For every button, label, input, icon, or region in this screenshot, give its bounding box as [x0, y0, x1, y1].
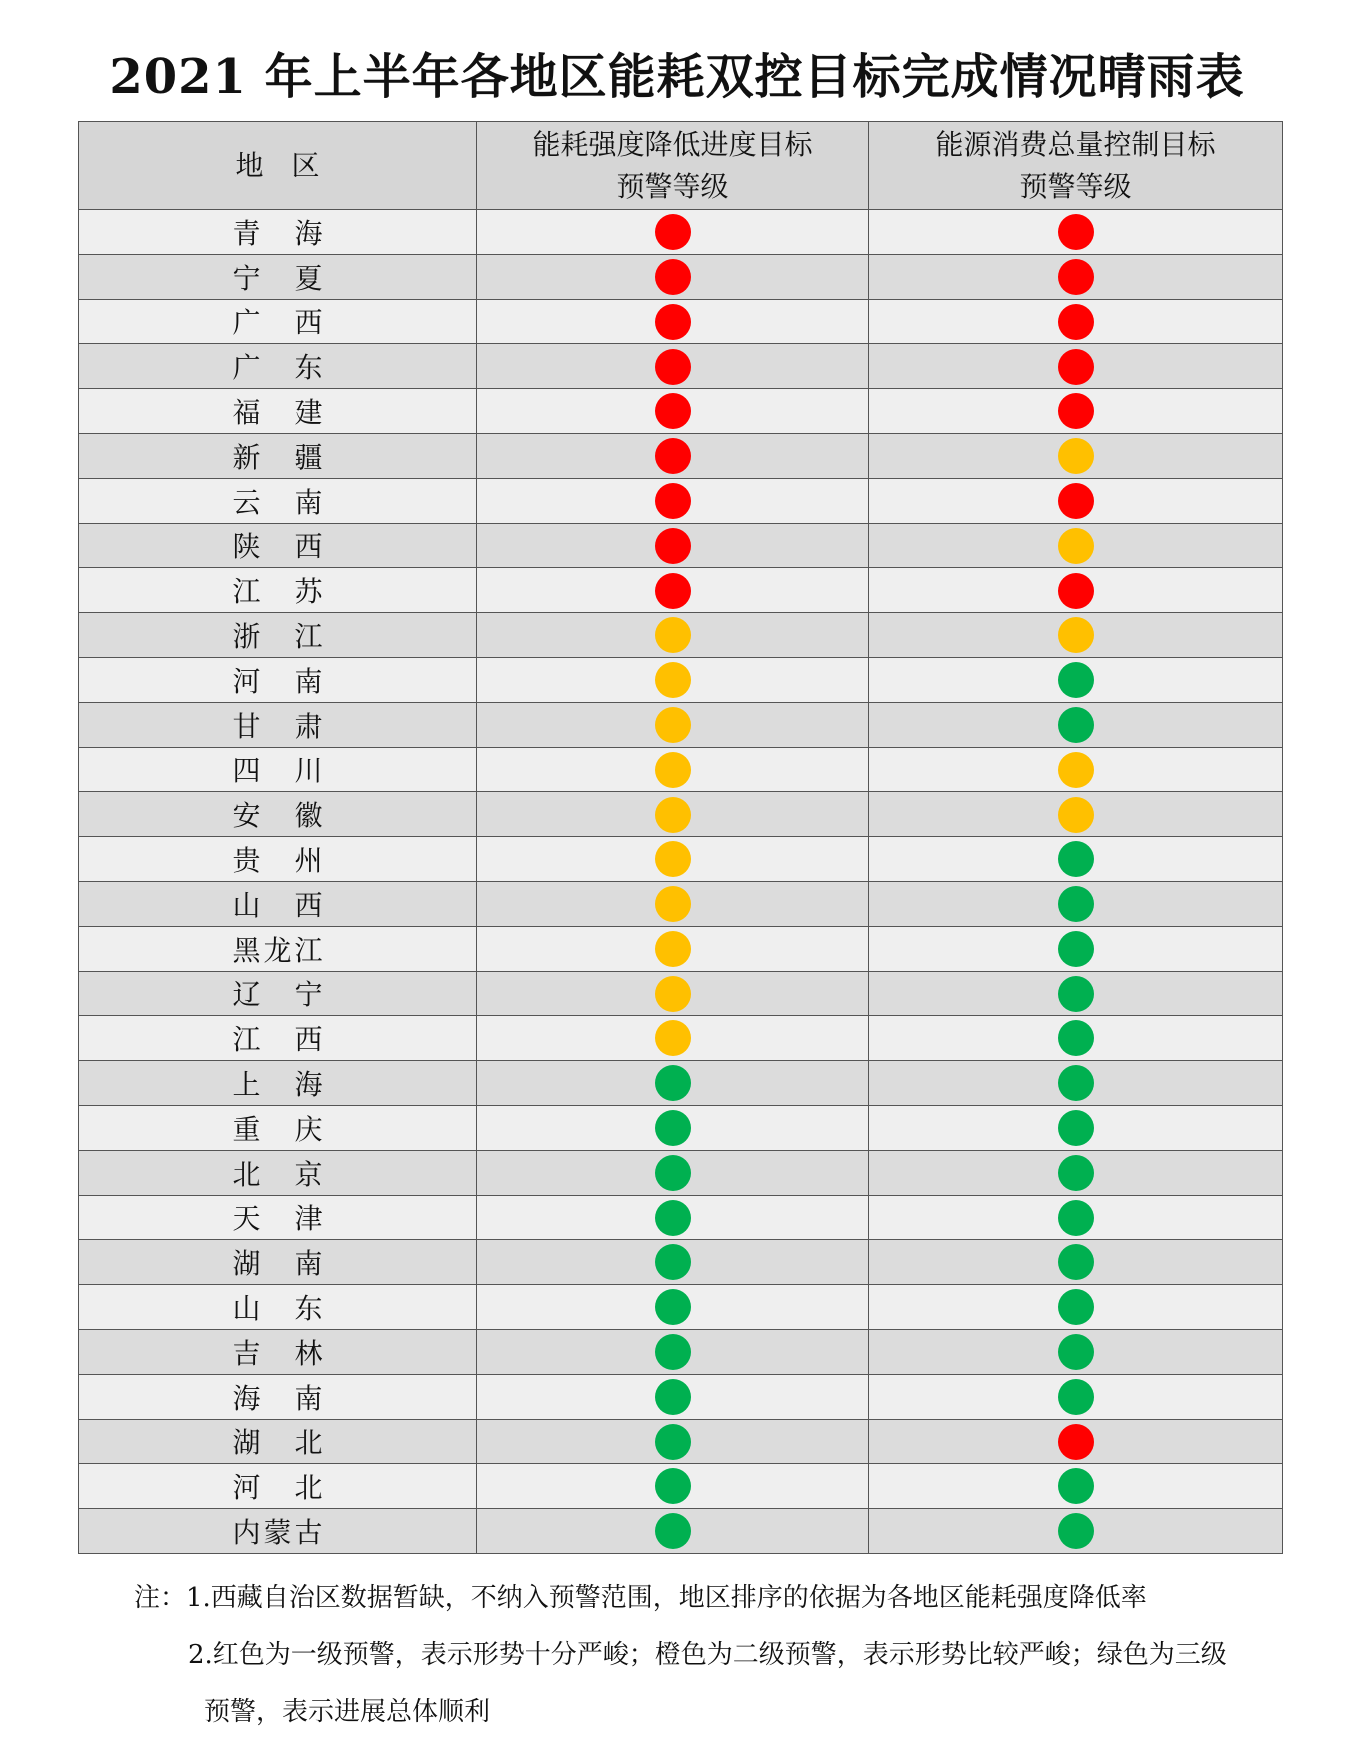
red-warning-dot-icon	[1058, 349, 1094, 385]
intensity-level-cell	[477, 1464, 869, 1509]
region-cell	[79, 657, 477, 702]
red-warning-dot-icon	[1058, 259, 1094, 295]
table-row	[79, 478, 1283, 523]
total-level-cell	[869, 523, 1283, 568]
region-cell	[79, 1509, 477, 1554]
intensity-level-cell	[477, 1016, 869, 1061]
table-row	[79, 747, 1283, 792]
red-warning-dot-icon	[655, 573, 691, 609]
total-level-cell	[869, 1240, 1283, 1285]
total-level-cell	[869, 389, 1283, 434]
table-row	[79, 1016, 1283, 1061]
orange-warning-dot-icon	[1058, 797, 1094, 833]
region-name: 吉林	[232, 1336, 323, 1370]
green-warning-dot-icon	[655, 1513, 691, 1549]
intensity-level-cell	[477, 1150, 869, 1195]
region-cell	[79, 792, 477, 837]
red-warning-dot-icon	[655, 438, 691, 474]
total-header	[869, 122, 1283, 210]
orange-warning-dot-icon	[1058, 617, 1094, 653]
red-warning-dot-icon	[655, 259, 691, 295]
intensity-level-cell	[477, 747, 869, 792]
region-cell	[79, 299, 477, 344]
table-row	[79, 702, 1283, 747]
orange-warning-dot-icon	[1058, 438, 1094, 474]
region-name: 湖南	[232, 1247, 323, 1281]
total-level-cell	[869, 254, 1283, 299]
green-warning-dot-icon	[1058, 1200, 1094, 1236]
total-level-cell	[869, 1105, 1283, 1150]
red-warning-dot-icon	[1058, 483, 1094, 519]
intensity-level-cell	[477, 1061, 869, 1106]
intensity-level-cell	[477, 657, 869, 702]
green-warning-dot-icon	[1058, 1244, 1094, 1280]
table-row	[79, 1195, 1283, 1240]
table-row	[79, 1240, 1283, 1285]
region-name: 山东	[232, 1292, 323, 1326]
total-level-cell	[869, 1150, 1283, 1195]
green-warning-dot-icon	[1058, 886, 1094, 922]
region-name: 河南	[232, 664, 323, 698]
region-cell	[79, 1464, 477, 1509]
total-level-cell	[869, 1285, 1283, 1330]
intensity-level-cell	[477, 210, 869, 255]
table-row	[79, 210, 1283, 255]
region-name: 重庆	[232, 1112, 323, 1146]
intensity-level-cell	[477, 433, 869, 478]
green-warning-dot-icon	[655, 1424, 691, 1460]
green-warning-dot-icon	[655, 1334, 691, 1370]
green-warning-dot-icon	[1058, 1379, 1094, 1415]
region-cell	[79, 1061, 477, 1106]
orange-warning-dot-icon	[1058, 528, 1094, 564]
orange-warning-dot-icon	[655, 797, 691, 833]
region-cell	[79, 433, 477, 478]
total-level-cell	[869, 1195, 1283, 1240]
green-warning-dot-icon	[1058, 1110, 1094, 1146]
region-cell	[79, 926, 477, 971]
green-warning-dot-icon	[655, 1110, 691, 1146]
green-warning-dot-icon	[655, 1289, 691, 1325]
region-name: 山西	[232, 888, 323, 922]
table-row	[79, 1509, 1283, 1554]
region-name: 上海	[232, 1068, 323, 1102]
green-warning-dot-icon	[655, 1200, 691, 1236]
intensity-level-cell	[477, 344, 869, 389]
intensity-level-cell	[477, 926, 869, 971]
region-name: 四川	[232, 754, 323, 788]
total-header-line2: 预警等级	[1019, 169, 1132, 203]
region-name: 广西	[232, 306, 323, 340]
table-header-row	[79, 122, 1283, 210]
region-cell	[79, 1195, 477, 1240]
region-name: 福建	[232, 396, 323, 430]
green-warning-dot-icon	[1058, 976, 1094, 1012]
total-level-cell	[869, 837, 1283, 882]
table-row	[79, 1374, 1283, 1419]
orange-warning-dot-icon	[655, 617, 691, 653]
region-cell	[79, 837, 477, 882]
red-warning-dot-icon	[1058, 393, 1094, 429]
orange-warning-dot-icon	[655, 662, 691, 698]
region-name: 安徽	[232, 799, 323, 833]
region-cell	[79, 210, 477, 255]
intensity-level-cell	[477, 478, 869, 523]
total-level-cell	[869, 1464, 1283, 1509]
table-row	[79, 1061, 1283, 1106]
green-warning-dot-icon	[655, 1379, 691, 1415]
green-warning-dot-icon	[1058, 662, 1094, 698]
footnote-1: 注：1.西藏自治区数据暂缺，不纳入预警范围，地区排序的依据为各地区能耗强度降低率	[134, 1583, 1147, 1613]
red-warning-dot-icon	[1058, 304, 1094, 340]
table-row	[79, 792, 1283, 837]
green-warning-dot-icon	[1058, 931, 1094, 967]
table-row	[79, 254, 1283, 299]
table-row	[79, 568, 1283, 613]
region-name: 宁夏	[232, 261, 323, 295]
total-level-cell	[869, 1061, 1283, 1106]
region-name: 天津	[232, 1202, 323, 1236]
region-header: 地 区	[79, 122, 477, 210]
region-cell	[79, 1240, 477, 1285]
region-name: 河北	[232, 1471, 323, 1505]
intensity-header-line1: 能耗强度降低进度目标	[532, 127, 813, 161]
total-level-cell	[869, 344, 1283, 389]
total-level-cell	[869, 210, 1283, 255]
table-row	[79, 926, 1283, 971]
table-row	[79, 657, 1283, 702]
total-level-cell	[869, 1509, 1283, 1554]
total-level-cell	[869, 568, 1283, 613]
red-warning-dot-icon	[655, 304, 691, 340]
total-level-cell	[869, 971, 1283, 1016]
red-warning-dot-icon	[655, 528, 691, 564]
table-row	[79, 344, 1283, 389]
intensity-level-cell	[477, 613, 869, 658]
total-level-cell	[869, 613, 1283, 658]
green-warning-dot-icon	[1058, 1513, 1094, 1549]
table-row	[79, 881, 1283, 926]
intensity-level-cell	[477, 1374, 869, 1419]
red-warning-dot-icon	[1058, 1424, 1094, 1460]
intensity-level-cell	[477, 299, 869, 344]
region-cell	[79, 478, 477, 523]
green-warning-dot-icon	[655, 1155, 691, 1191]
red-warning-dot-icon	[1058, 214, 1094, 250]
table-row	[79, 523, 1283, 568]
green-warning-dot-icon	[1058, 1065, 1094, 1101]
intensity-level-cell	[477, 881, 869, 926]
orange-warning-dot-icon	[655, 707, 691, 743]
region-cell	[79, 1150, 477, 1195]
table-row	[79, 1105, 1283, 1150]
table-row	[79, 1285, 1283, 1330]
region-name: 贵州	[232, 844, 323, 878]
footnote-2: 2.红色为一级预警，表示形势十分严峻；橙色为二级预警，表示形势比较严峻；绿色为三级	[188, 1640, 1227, 1670]
region-name: 海南	[232, 1381, 323, 1415]
region-cell	[79, 881, 477, 926]
table-row	[79, 389, 1283, 434]
orange-warning-dot-icon	[655, 841, 691, 877]
table-row	[79, 837, 1283, 882]
region-name: 江苏	[232, 575, 323, 609]
region-cell	[79, 1329, 477, 1374]
table-row	[79, 613, 1283, 658]
region-name: 浙江	[232, 620, 323, 654]
green-warning-dot-icon	[655, 1244, 691, 1280]
green-warning-dot-icon	[1058, 1289, 1094, 1325]
total-level-cell	[869, 1016, 1283, 1061]
total-level-cell	[869, 433, 1283, 478]
table-row	[79, 1150, 1283, 1195]
footnotes	[134, 1570, 1294, 1741]
table-row	[79, 433, 1283, 478]
intensity-level-cell	[477, 1329, 869, 1374]
table-row	[79, 1329, 1283, 1374]
orange-warning-dot-icon	[1058, 752, 1094, 788]
total-level-cell	[869, 881, 1283, 926]
intensity-level-cell	[477, 1509, 869, 1554]
green-warning-dot-icon	[1058, 1020, 1094, 1056]
green-warning-dot-icon	[1058, 1334, 1094, 1370]
red-warning-dot-icon	[655, 393, 691, 429]
red-warning-dot-icon	[655, 349, 691, 385]
footnote-2-continued: 预警，表示进展总体顺利	[204, 1697, 491, 1727]
region-cell	[79, 1419, 477, 1464]
table-row	[79, 1464, 1283, 1509]
region-cell	[79, 254, 477, 299]
region-name: 湖北	[232, 1426, 323, 1460]
intensity-header-line2: 预警等级	[616, 169, 729, 203]
green-warning-dot-icon	[1058, 1468, 1094, 1504]
green-warning-dot-icon	[1058, 841, 1094, 877]
intensity-level-cell	[477, 1240, 869, 1285]
region-name: 内蒙古	[232, 1516, 323, 1549]
green-warning-dot-icon	[655, 1468, 691, 1504]
intensity-level-cell	[477, 254, 869, 299]
region-cell	[79, 389, 477, 434]
intensity-level-cell	[477, 389, 869, 434]
region-cell	[79, 1374, 477, 1419]
region-name: 黑龙江	[232, 933, 323, 967]
total-level-cell	[869, 299, 1283, 344]
region-name: 陕西	[232, 530, 323, 564]
intensity-header	[477, 122, 869, 210]
region-cell	[79, 344, 477, 389]
red-warning-dot-icon	[655, 483, 691, 519]
region-cell	[79, 702, 477, 747]
orange-warning-dot-icon	[655, 886, 691, 922]
table-body	[79, 210, 1283, 1554]
total-level-cell	[869, 657, 1283, 702]
intensity-level-cell	[477, 1285, 869, 1330]
region-cell	[79, 1285, 477, 1330]
red-warning-dot-icon	[1058, 573, 1094, 609]
orange-warning-dot-icon	[655, 752, 691, 788]
intensity-level-cell	[477, 1105, 869, 1150]
total-level-cell	[869, 792, 1283, 837]
total-level-cell	[869, 1374, 1283, 1419]
region-cell	[79, 523, 477, 568]
total-level-cell	[869, 702, 1283, 747]
orange-warning-dot-icon	[655, 931, 691, 967]
intensity-level-cell	[477, 837, 869, 882]
table-row	[79, 1419, 1283, 1464]
region-cell	[79, 613, 477, 658]
region-cell	[79, 1016, 477, 1061]
green-warning-dot-icon	[1058, 1155, 1094, 1191]
intensity-level-cell	[477, 702, 869, 747]
region-name: 江西	[232, 1023, 323, 1057]
intensity-level-cell	[477, 568, 869, 613]
orange-warning-dot-icon	[655, 1020, 691, 1056]
region-name: 甘肃	[232, 709, 323, 743]
intensity-level-cell	[477, 1419, 869, 1464]
region-name: 北京	[232, 1157, 323, 1191]
intensity-level-cell	[477, 523, 869, 568]
table-row	[79, 299, 1283, 344]
table-row	[79, 971, 1283, 1016]
intensity-level-cell	[477, 1195, 869, 1240]
total-level-cell	[869, 478, 1283, 523]
total-level-cell	[869, 1329, 1283, 1374]
region-name: 青海	[232, 216, 323, 250]
intensity-level-cell	[477, 792, 869, 837]
green-warning-dot-icon	[655, 1065, 691, 1101]
region-cell	[79, 747, 477, 792]
region-name: 广东	[232, 351, 323, 385]
page-title: 2021 年上半年各地区能耗双控目标完成情况晴雨表	[109, 49, 1245, 105]
total-level-cell	[869, 926, 1283, 971]
total-level-cell	[869, 1419, 1283, 1464]
orange-warning-dot-icon	[655, 976, 691, 1012]
region-cell	[79, 971, 477, 1016]
green-warning-dot-icon	[1058, 707, 1094, 743]
red-warning-dot-icon	[655, 214, 691, 250]
region-name: 云南	[232, 485, 323, 519]
region-name: 辽宁	[232, 978, 323, 1012]
total-level-cell	[869, 747, 1283, 792]
region-cell	[79, 1105, 477, 1150]
total-header-line1: 能源消费总量控制目标	[935, 127, 1216, 161]
warning-table	[78, 121, 1283, 1554]
region-cell	[79, 568, 477, 613]
region-name: 新疆	[232, 440, 323, 474]
intensity-level-cell	[477, 971, 869, 1016]
